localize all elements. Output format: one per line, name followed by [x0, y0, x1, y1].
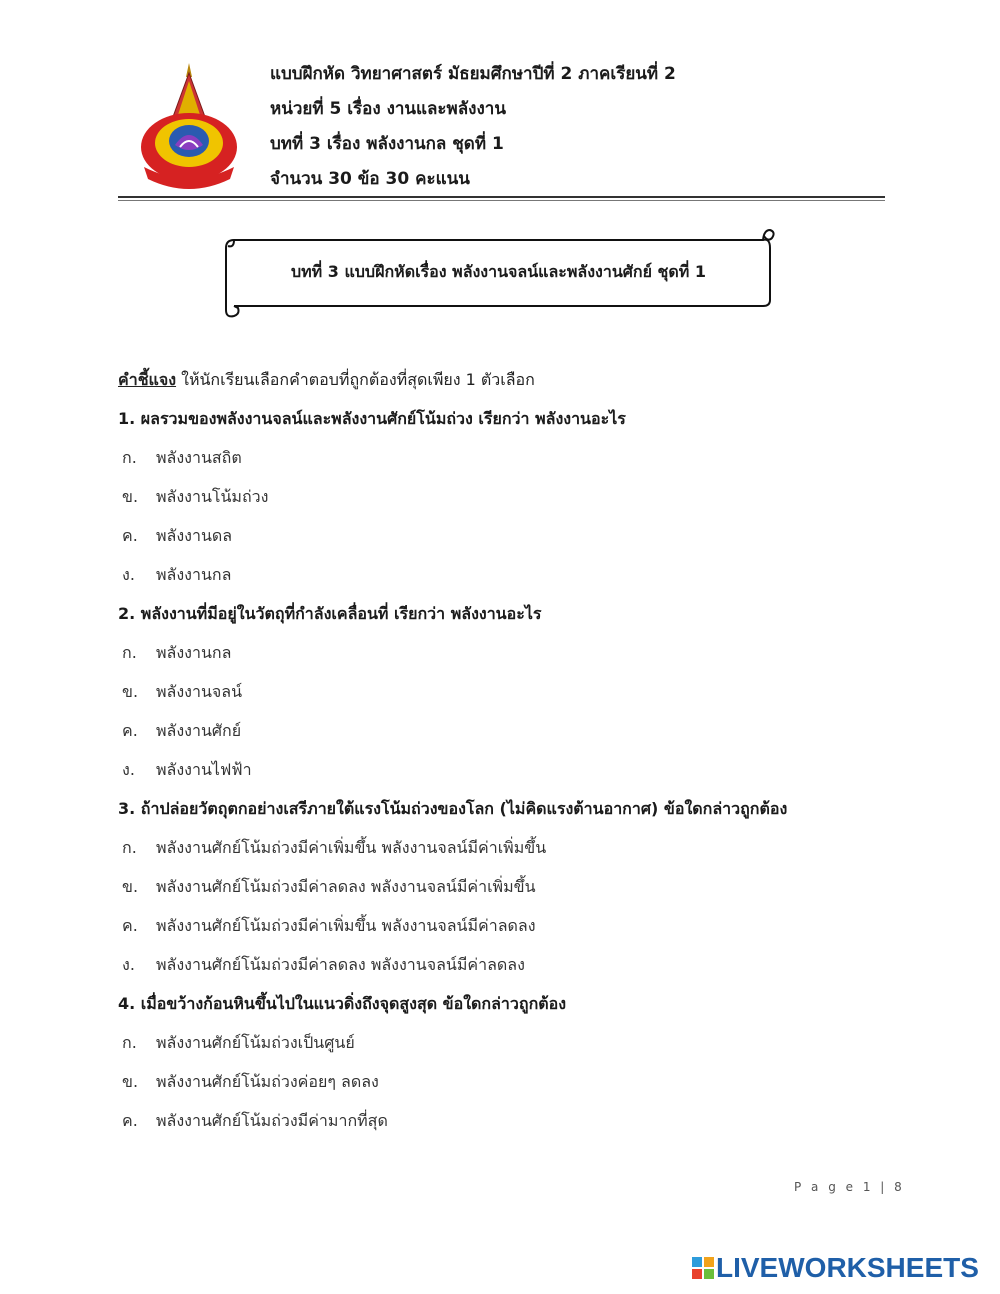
page-number: P a g e 1 | 8 — [794, 1180, 905, 1194]
option-text: พลังงานศักย์โน้มถ่วงมีค่าเพิ่มขึ้น พลังงานจลน์มีค่าลดลง — [156, 916, 536, 935]
answer-option[interactable] — [118, 756, 978, 795]
answer-option[interactable] — [118, 1107, 978, 1146]
header-divider — [118, 196, 885, 198]
header-divider-thin — [118, 200, 885, 201]
question-2: 2. พลังงานที่มีอยู่ในวัตถุที่กำลังเคลื่อนที่ เรียกว่า พลังงานอะไร — [118, 604, 542, 623]
instructions-label: คำชี้แจง — [118, 370, 177, 389]
option-text: พลังงานดล — [156, 526, 233, 545]
option-letter: ค. — [122, 526, 138, 545]
answer-option[interactable] — [118, 912, 978, 951]
answer-option[interactable] — [118, 834, 978, 873]
option-text: พลังงานศักย์ — [156, 721, 242, 740]
option-letter: ก. — [122, 643, 137, 662]
option-letter: ข. — [122, 1072, 139, 1091]
option-letter: ข. — [122, 682, 139, 701]
answer-option[interactable] — [118, 444, 978, 483]
option-text: พลังงานศักย์โน้มถ่วงมีค่าเพิ่มขึ้น พลังงานจลน์มีค่าเพิ่มขึ้น — [156, 838, 547, 857]
option-text: พลังงานจลน์ — [156, 682, 243, 701]
school-emblem-icon — [130, 55, 248, 193]
answer-option[interactable] — [118, 717, 978, 756]
worksheet-content — [118, 366, 978, 1146]
option-letter: ก. — [122, 1033, 137, 1052]
answer-option[interactable] — [118, 951, 978, 990]
option-text: พลังงานไฟฟ้า — [156, 760, 252, 779]
question-4: 4. เมื่อขว้างก้อนหินขึ้นไปในแนวดิ่งถึงจุดสูงสุด ข้อใดกล่าวถูกต้อง — [118, 994, 567, 1013]
option-letter: ค. — [122, 916, 138, 935]
option-letter: ก. — [122, 838, 137, 857]
option-letter: ค. — [122, 721, 138, 740]
answer-option[interactable] — [118, 678, 978, 717]
option-text: พลังงานกล — [156, 565, 232, 584]
option-text: พลังงานสถิต — [156, 448, 242, 467]
header-line-count: จำนวน 30 ข้อ 30 คะแนน — [270, 169, 470, 189]
answer-option[interactable] — [118, 561, 978, 600]
option-letter: ง. — [122, 955, 135, 974]
option-letter: ง. — [122, 760, 135, 779]
option-text: พลังงานศักย์โน้มถ่วงค่อยๆ ลดลง — [156, 1072, 379, 1091]
option-text: พลังงานศักย์โน้มถ่วงมีค่าลดลง พลังงานจลน์มีค่าลดลง — [156, 955, 525, 974]
answer-option[interactable] — [118, 639, 978, 678]
option-letter: ค. — [122, 1111, 138, 1130]
option-letter: ข. — [122, 877, 139, 896]
answer-option[interactable] — [118, 522, 978, 561]
answer-option[interactable] — [118, 873, 978, 912]
option-text: พลังงานศักย์โน้มถ่วงมีค่าลดลง พลังงานจลน์มีค่าเพิ่มขึ้น — [156, 877, 536, 896]
question-1: 1. ผลรวมของพลังงานจลน์และพลังงานศักย์โน้มถ่วง เรียกว่า พลังงานอะไร — [118, 409, 626, 428]
option-letter: ก. — [122, 448, 137, 467]
brand-name: LIVEWORKSHEETS — [716, 1252, 979, 1283]
banner-title: บทที่ 3 แบบฝึกหัดเรื่อง พลังงานจลน์และพลังงานศักย์ ชุดที่ 1 — [290, 262, 707, 281]
option-letter: ข. — [122, 487, 139, 506]
option-text: พลังงานโน้มถ่วง — [156, 487, 269, 506]
question-3: 3. ถ้าปล่อยวัตถุตกอย่างเสรีภายใต้แรงโน้มถ่วงของโลก (ไม่คิดแรงต้านอากาศ) ข้อใดกล่าวถูกต้อง — [118, 799, 788, 818]
option-text: พลังงานศักย์โน้มถ่วงมีค่ามากที่สุด — [156, 1111, 388, 1130]
instructions — [118, 366, 978, 405]
header-line-chapter: บทที่ 3 เรื่อง พลังงานกล ชุดที่ 1 — [270, 134, 504, 154]
liveworksheets-logo-icon — [692, 1257, 714, 1279]
option-text: พลังงานกล — [156, 643, 232, 662]
header-line-unit: หน่วยที่ 5 เรื่อง งานและพลังงาน — [270, 99, 506, 119]
option-letter: ง. — [122, 565, 135, 584]
answer-option[interactable] — [118, 1029, 978, 1068]
instructions-text: ให้นักเรียนเลือกคำตอบที่ถูกต้องที่สุดเพียง 1 ตัวเลือก — [176, 370, 535, 389]
header-line-subject: แบบฝึกหัด วิทยาศาสตร์ มัธยมศึกษาปีที่ 2 ภาคเรียนที่ 2 — [270, 64, 676, 84]
answer-option[interactable] — [118, 1068, 978, 1107]
answer-option[interactable] — [118, 483, 978, 522]
option-text: พลังงานศักย์โน้มถ่วงเป็นศูนย์ — [156, 1033, 355, 1052]
